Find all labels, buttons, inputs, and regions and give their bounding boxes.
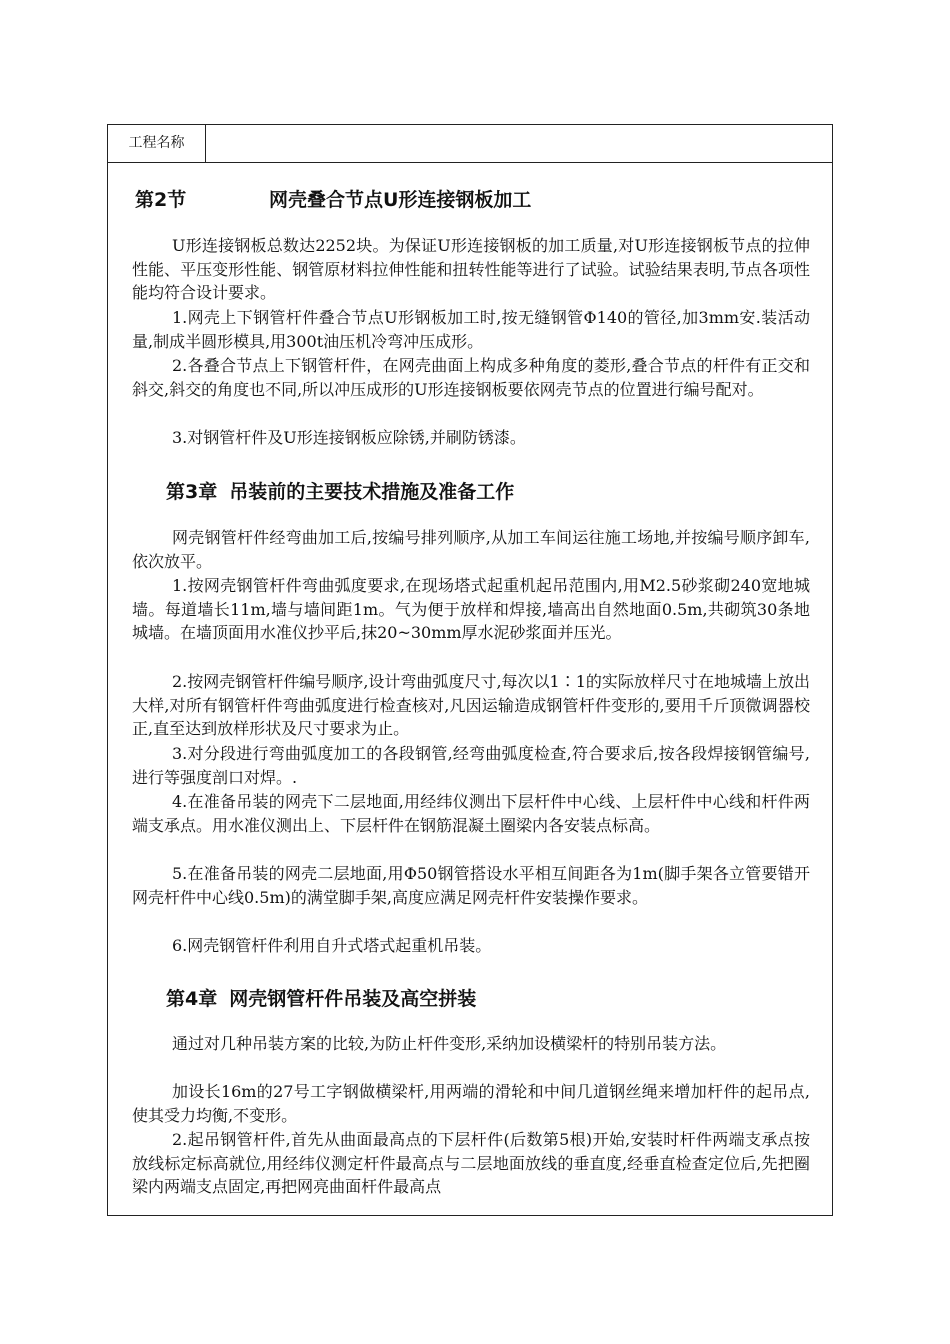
paragraph: 2.各叠合节点上下钢管杆件，在网壳曲面上构成多种角度的菱形,叠合节点的杆件有正交和斜交,斜交的角度也不同,所以冲压成形的U形连接钢板要依网壳节点的位置进行编号配对。 <box>132 356 810 399</box>
paragraph: 网壳钢管杆件经弯曲加工后,按编号排列顺序,从加工车间运往施工场地,并按编号顺序卸车,依次放平。 <box>132 528 810 571</box>
section-number: 第2节 <box>135 189 187 211</box>
paragraph: 3.对钢管杆件及U形连接钢板应除锈,并刷防锈漆。 <box>172 428 526 447</box>
paragraph: 2.按网壳钢管杆件编号顺序,设计弯曲弧度尺寸,每次以1∶1的实际放样尺寸在地城墙上放出大样,对所有钢管杆件弯曲弧度进行检查核对,凡因运输造成钢管杆件变形的,要用千斤顶微调器校正,直至达到放样形状及尺寸要求为止。 <box>132 672 810 738</box>
project-name-label: 工程名称 <box>108 125 206 162</box>
paragraph: 加设长16m的27号工字钢做横梁杆,用两端的滑轮和中间几道钢丝绳来增加杆件的起吊点,使其受力均衡,不变形。 <box>132 1082 810 1125</box>
paragraph: 通过对几种吊装方案的比较,为防止杆件变形,采纳加设横梁杆的特别吊装方法。 <box>172 1034 727 1053</box>
chapter-number: 第4章 <box>166 988 218 1010</box>
paragraph: 1.按网壳钢管杆件弯曲弧度要求,在现场塔式起重机起吊范围内,用M2.5砂浆砌240宽地城墙。每道墙长11m,墙与墙间距1m。气为便于放样和焊接,墙高出自然地面0.5m,共砌筑30条地城墙。在墙顶面用水准仪抄平后,抹20~30mm厚水泥砂浆面并压光。 <box>132 576 810 642</box>
chapter-number: 第3章 <box>166 481 218 503</box>
chapter-title: 网壳钢管杆件吊装及高空拼装 <box>229 988 477 1010</box>
paragraph: 3.对分段进行弯曲弧度加工的各段钢管,经弯曲弧度检查,符合要求后,按各段焊接钢管编号,进行等强度剖口对焊。. <box>132 744 810 787</box>
section-2-heading <box>135 185 531 212</box>
paragraph: 2.起吊钢管杆件,首先从曲面最高点的下层杆件(后数第5根)开始,安装时杆件两端支承点按放线标定标高就位,用经纬仪测定杆件最高点与二层地面放线的垂直度,经垂直检查定位后,先把圈梁内两端支点固定,再把网亮曲面杆件最高点 <box>132 1130 810 1196</box>
paragraph: U形连接钢板总数达2252块。为保证U形连接钢板的加工质量,对U形连接钢板节点的拉伸性能、平压变形性能、钢管原材料拉伸性能和扭转性能等进行了试验。试验结果表明,节点各项性能均符合设计要求。 <box>132 236 810 302</box>
chapter-4-heading <box>166 984 476 1011</box>
header-row <box>108 125 832 163</box>
paragraph: 5.在准备吊装的网壳二层地面,用Φ50钢管搭设水平相互间距各为1m(脚手架各立管要错开网壳杆件中心线0.5m)的满堂脚手架,高度应满足网壳杆件安装操作要求。 <box>132 864 810 907</box>
document-frame <box>107 124 833 1216</box>
paragraph: 1.网壳上下钢管杆件叠合节点U形钢板加工时,按无缝钢管Φ140的管径,加3mm安.装活动量,制成半圆形模具,用300t油压机冷弯冲压成形。 <box>132 308 810 351</box>
section-title: 网壳叠合节点U形连接钢板加工 <box>269 189 532 211</box>
chapter-title: 吊装前的主要技术措施及准备工作 <box>229 481 515 503</box>
project-name-value <box>206 125 832 162</box>
paragraph: 4.在准备吊装的网壳下二层地面,用经纬仪测出下层杆件中心线、上层杆件中心线和杆件两端支承点。用水准仪测出上、下层杆件在钢筋混凝土圈梁内各安装点标高。 <box>132 792 810 835</box>
document-body <box>108 163 832 1215</box>
paragraph: 6.网壳钢管杆件利用自升式塔式起重机吊装。 <box>172 936 492 955</box>
chapter-3-heading <box>166 477 514 504</box>
